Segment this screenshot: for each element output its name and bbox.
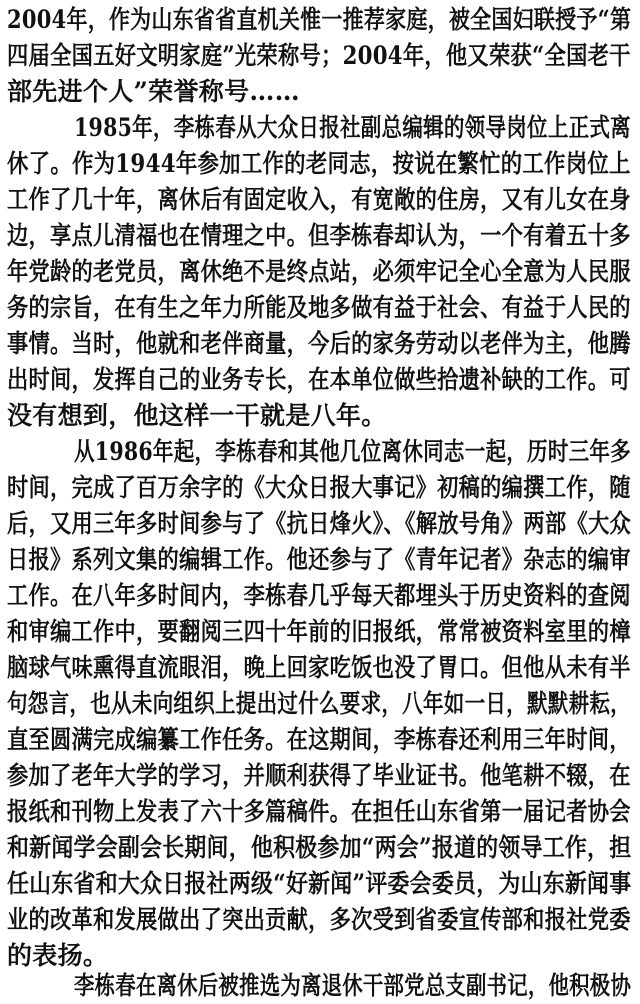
text-line: 和新闻学会副会长期间，他积极参加“两会”报道的领导工作，担 bbox=[7, 833, 632, 862]
document-page bbox=[7, 0, 633, 1000]
text-line: 直至圆满完成编纂工作任务。在这期间，李栋春还利用三年时间， bbox=[7, 725, 631, 754]
text-line: 没有想到，他这样一干就是八年。 bbox=[7, 401, 387, 430]
text-line: 日报》系列文集的编辑工作。他还参与了《青年记者》杂志的编审 bbox=[7, 545, 631, 574]
text-line: 时间，完成了百万余字的《大众日报大事记》初稿的编撰工作，随 bbox=[7, 473, 631, 502]
text-line: 2004年，作为山东省省直机关惟一推荐家庭，被全国妇联授予“第 bbox=[7, 5, 632, 34]
text-line: 从1986年起，李栋春和其他几位离休同志一起，历时三年多 bbox=[74, 437, 631, 466]
text-line: 休了。作为1944年参加工作的老同志，按说在繁忙的工作岗位上 bbox=[7, 149, 631, 178]
text-line: 的表扬。 bbox=[7, 941, 109, 970]
text-line: 出时间，发挥自己的业务专长，在本单位做些拾遗补缺的工作。可 bbox=[7, 365, 631, 394]
text-line: 句怨言，也从未向组织上提出过什么要求，八年如一日，默默耕耘， bbox=[7, 689, 631, 718]
text-line: 工作了几十年，离休后有固定收入，有宽敞的住房，又有儿女在身 bbox=[7, 185, 631, 214]
text-line: 四届全国五好文明家庭”光荣称号；2004年，他又荣获“全国老干 bbox=[7, 41, 631, 70]
text-line: 边，享点儿清福也在情理之中。但李栋春却认为，一个有着五十多 bbox=[7, 221, 631, 250]
text-line: 报纸和刊物上发表了六十多篇稿件。在担任山东省第一届记者协会 bbox=[7, 797, 631, 826]
text-line: 任山东省和大众日报社两级“好新闻”评委会委员，为山东新闻事 bbox=[7, 869, 632, 898]
text-line: 李栋春在离休后被推选为离退休干部党总支副书记，他积极协 bbox=[74, 971, 632, 1000]
text-line: 后，又用三年多时间参与了《抗日烽火》、《解放号角》两部《大众 bbox=[7, 509, 631, 538]
text-line: 脑球气味熏得直流眼泪，晚上回家吃饭也没了胃口。但他从未有半 bbox=[7, 653, 631, 682]
text-line: 参加了老年大学的学习，并顺利获得了毕业证书。他笔耕不辍，在 bbox=[7, 761, 631, 790]
text-line: 工作。在八年多时间内，李栋春几乎每天都埋头于历史资料的查阅 bbox=[7, 581, 631, 610]
text-line: 部先进个人”荣誉称号…… bbox=[7, 77, 300, 106]
text-line: 1985年，李栋春从大众日报社副总编辑的领导岗位上正式离 bbox=[74, 113, 631, 142]
text-line: 业的改革和发展做出了突出贡献，多次受到省委宣传部和报社党委 bbox=[7, 905, 631, 934]
text-line: 务的宗旨，在有生之年力所能及地多做有益于社会、有益于人民的 bbox=[7, 293, 631, 322]
text-line: 年党龄的老党员，离休绝不是终点站，必须牢记全心全意为人民服 bbox=[7, 257, 631, 286]
text-line: 和审编工作中，要翻阅三四十年前的旧报纸，常常被资料室里的樟 bbox=[7, 617, 631, 646]
text-line: 事情。当时，他就和老伴商量，今后的家务劳动以老伴为主，他腾 bbox=[7, 329, 631, 358]
